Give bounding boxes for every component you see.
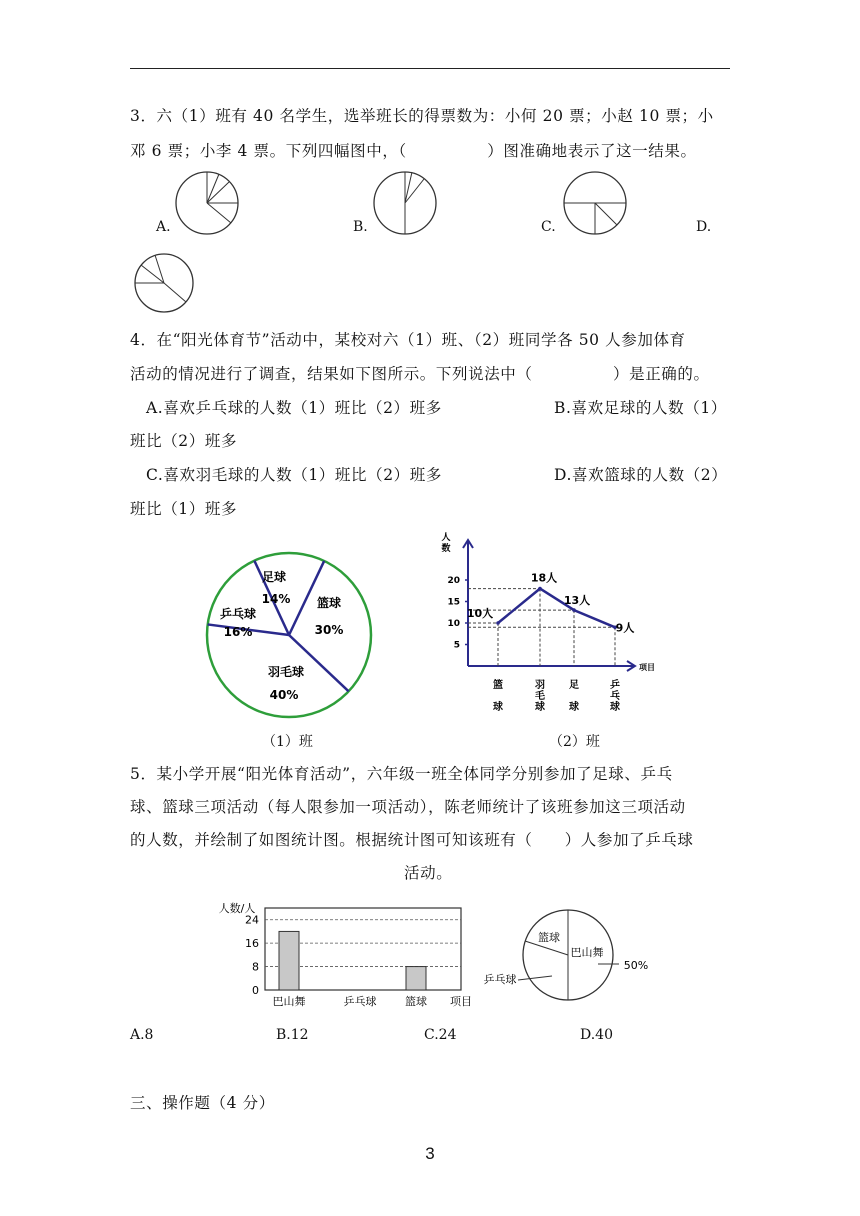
q5-text-line4: 活动。: [404, 864, 453, 882]
q5-bar-chart: [205, 896, 485, 1016]
pie1-label-basketball: 篮球: [316, 596, 342, 610]
bar5-y-axis-label: 人数/人: [218, 902, 256, 915]
line2-x-axis-label: 项目: [639, 663, 655, 672]
bar5-ytick-label-1: 8: [252, 960, 259, 974]
line2-y-axis-label-2: 数: [441, 544, 451, 554]
q4-text-line2: 活动的情况进行了调查，结果如下图所示。下列说法中（ ）是正确的。: [130, 365, 710, 383]
q5-option-c: C.24: [424, 1027, 457, 1043]
q3-option-a: A.: [156, 219, 171, 235]
q3-pie-c: [562, 170, 628, 236]
bar5-x-axis-label: 项目: [450, 995, 472, 1008]
line2-category-1-1: 毛: [535, 691, 545, 702]
q5-option-a: A.8: [130, 1027, 154, 1043]
q3-option-b: B.: [353, 219, 368, 235]
q3-pie-d: [133, 252, 195, 314]
q5-pie-label-pingpong: 乒乓球: [483, 973, 517, 986]
line2-point-0: [496, 621, 500, 625]
class2-line-chart: [430, 528, 660, 728]
pie1-label-football: 足球: [261, 570, 287, 584]
q3-pie-b: [372, 170, 438, 236]
line2-ytick-label-3: 20: [447, 576, 460, 586]
q3-text-line2: 邓 6 票；小李 4 票。下列四幅图中，（ ）图准确地表示了这一结果。: [130, 142, 697, 160]
q3-text-line1: 3．六（1）班有 40 名学生，选举班长的得票数为：小何 20 票；小赵 10 票；小: [130, 107, 714, 125]
line2-point-1: [538, 587, 542, 591]
bar5-ytick-label-3: 24: [245, 913, 259, 927]
pie1-value-basketball: 30%: [314, 623, 344, 637]
q5-option-b: B.12: [276, 1027, 309, 1043]
q4-option-b-line2: 班比（2）班多: [130, 432, 238, 450]
line2-y-axis-label: 人: [441, 533, 451, 543]
line2-series: [498, 589, 615, 628]
pie1-label-pingpong: 乒乓球: [219, 607, 257, 621]
line2-category-0-2: 球: [493, 702, 503, 713]
line2-data-label-1: 18人: [530, 571, 558, 585]
pie1-value-football: 14%: [261, 592, 291, 606]
line2-category-0-0: 篮: [493, 680, 503, 691]
bar5-category-2: 篮球: [405, 995, 427, 1008]
q3-option-c: C.: [541, 219, 556, 235]
line2-category-2-0: 足: [569, 680, 579, 691]
bar5-bar-0: [279, 931, 299, 990]
q5-text-line1: 5．某小学开展“阳光体育活动”，六年级一班全体同学分别参加了足球、乒乓: [130, 765, 673, 783]
line2-category-3-0: 乒: [610, 680, 620, 691]
line2-ytick-label-0: 5: [453, 640, 460, 651]
line2-point-2: [572, 608, 576, 612]
bar5-category-0: 巴山舞: [272, 995, 306, 1008]
header-rule: [130, 68, 730, 69]
pie1-value-pingpong: 16%: [223, 625, 253, 639]
line2-category-3-1: 乓: [610, 691, 620, 702]
class1-pie-chart: [204, 550, 374, 720]
line2-ytick-label-2: 15: [447, 597, 460, 608]
bar5-bar-2: [406, 967, 426, 990]
q3-pie-a: [174, 170, 240, 236]
pie1-value-badminton: 40%: [269, 688, 299, 702]
section-3-heading: 三、操作题（4 分）: [130, 1094, 275, 1112]
bar5-ytick-label-0: 0: [252, 984, 259, 997]
line2-category-1-2: 球: [535, 702, 545, 713]
q5-pie-label-bashanwu: 巴山舞: [570, 946, 604, 959]
q4-option-d-line2: 班比（1）班多: [130, 500, 238, 518]
bar5-category-1: 乒乓球: [343, 995, 377, 1008]
line2-category-2-2: 球: [569, 702, 579, 713]
q5-pie-annotation-50pct: 50%: [623, 959, 649, 972]
q5-text-line3: 的人数，并绘制了如图统计图。根据统计图可知该班有（ ）人参加了乒乓球: [130, 831, 694, 849]
q5-text-line2: 球、篮球三项活动（每人限参加一项活动），陈老师统计了该班参加这三项活动: [130, 798, 686, 816]
line2-data-label-3: 9人: [615, 621, 635, 635]
line2-ytick-label-1: 10: [447, 619, 460, 629]
q4-option-c: C.喜欢羽毛球的人数（1）班比（2）班多: [146, 466, 442, 484]
q5-pie-chart: [474, 908, 664, 1004]
line2-category-3-2: 球: [610, 702, 620, 713]
q4-text-line1: 4．在“阳光体育节”活动中，某校对六（1）班、（2）班同学各 50 人参加体育: [130, 331, 686, 349]
bar5-ytick-label-2: 16: [245, 937, 259, 951]
q4-option-b-line1: B.喜欢足球的人数（1）: [554, 399, 727, 417]
pie1-label-badminton: 羽毛球: [267, 665, 305, 679]
caption-class2: （2）班: [549, 734, 600, 750]
q4-option-d-line1: D.喜欢篮球的人数（2）: [554, 466, 728, 484]
q4-option-a: A.喜欢乒乓球的人数（1）班比（2）班多: [146, 399, 442, 417]
line2-data-label-2: 13人: [563, 594, 591, 608]
page-number: 3: [425, 1144, 435, 1163]
q5-pie-label-basketball: 篮球: [538, 931, 560, 944]
q5-option-d: D.40: [580, 1027, 613, 1043]
q3-option-d: D.: [696, 219, 712, 235]
caption-class1: （1）班: [262, 734, 313, 750]
line2-data-label-0: 10人: [466, 607, 494, 620]
line2-category-1-0: 羽: [535, 680, 545, 691]
